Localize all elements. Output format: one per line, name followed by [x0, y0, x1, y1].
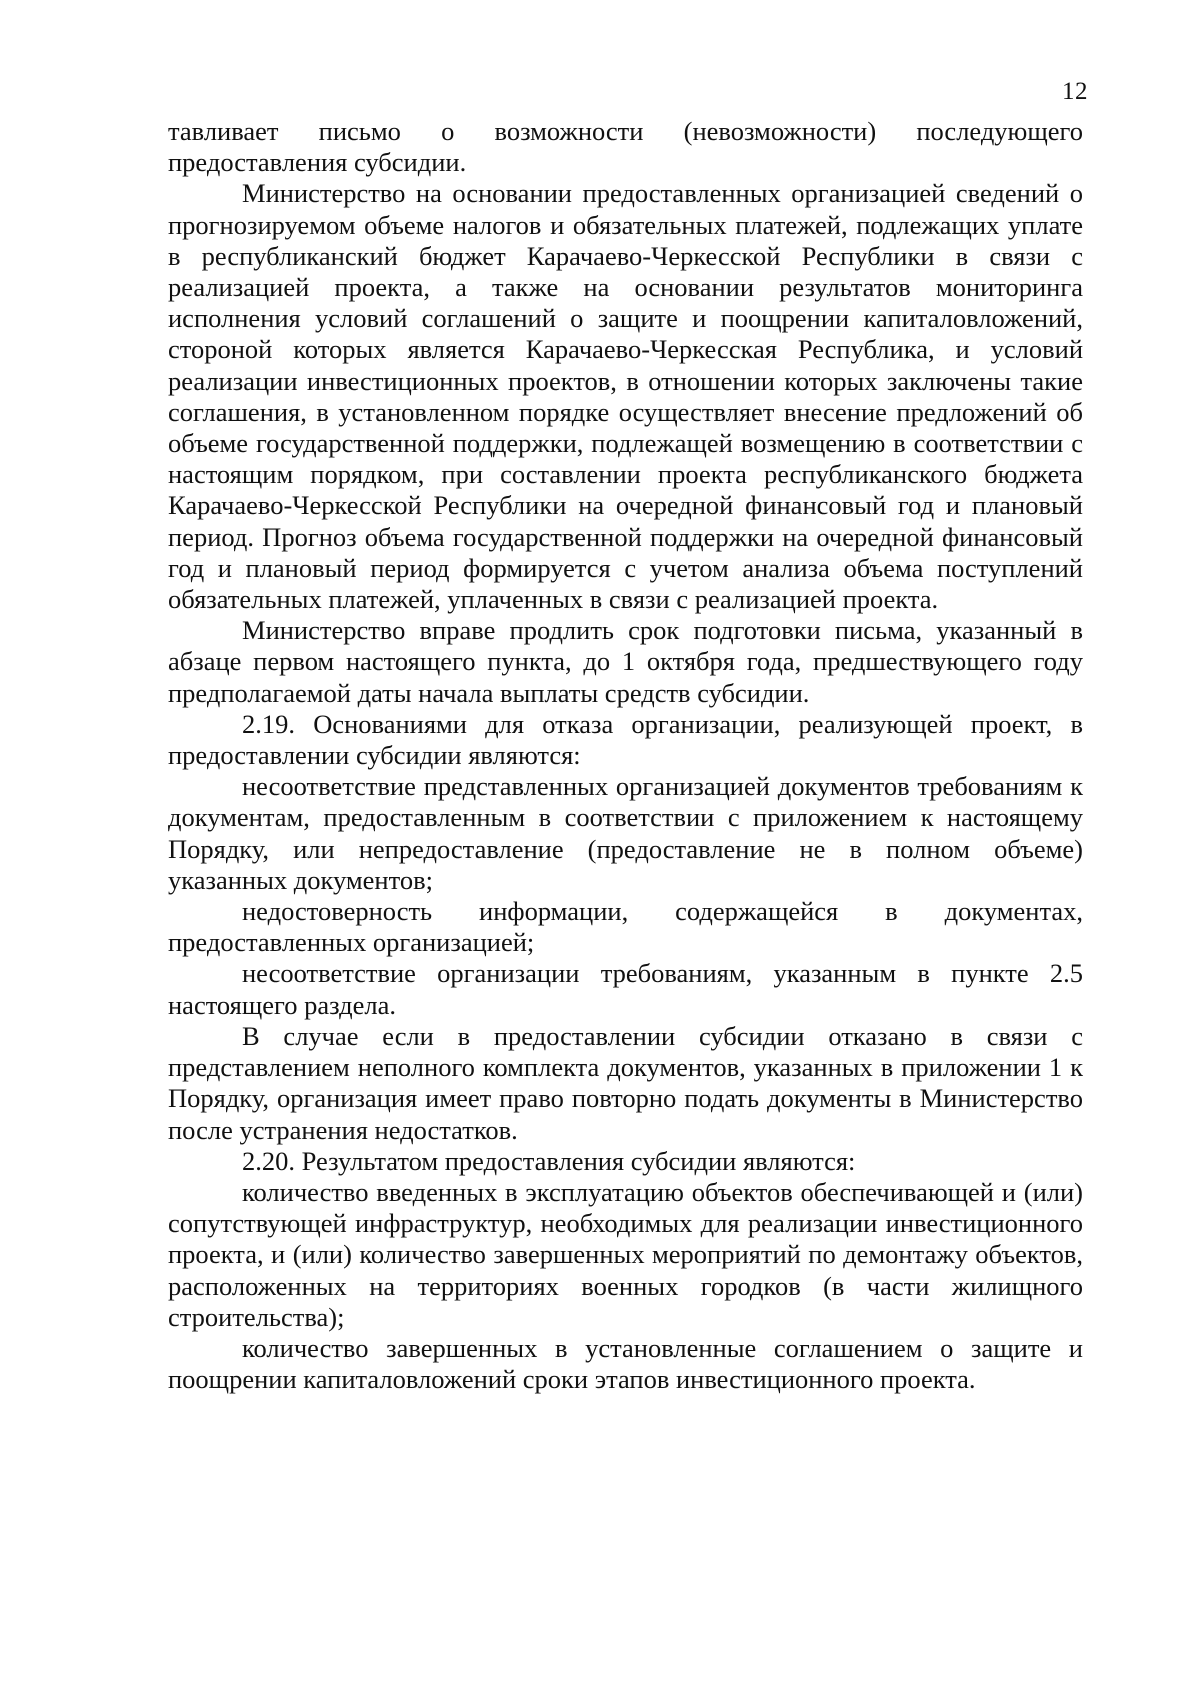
- paragraph-refusal-reason-1: несоответствие представленных организацией документов требованиям к документам, предоставленным в соответствии с приложением к настоящему Порядку, или непредоставление (предоставление не в полном объеме) указанных документов;: [168, 771, 1083, 895]
- paragraph-2-19: 2.19. Основаниями для отказа организации, реализующей проект, в предоставлении субсидии являются:: [168, 708, 1083, 771]
- page-number: 12: [1062, 78, 1088, 105]
- paragraph-ministry-forecast: Министерство на основании предоставленных организацией сведений о прогнозируемом объеме налогов и обязательных платежей, подлежащих уплате в республиканский бюджет Карачаево-Черкесской Республики в связи с реализацией проекта, а также на основании результатов мониторинга исполнения условий соглашений о защите и поощрении капиталовложений, стороной которых является Карачаево-Черкесская Республика, и условий реализации инвестиционных проектов, в отношении которых заключены такие соглашения, в установленном порядке осуществляет внесение предложений об объеме государственной поддержки, подлежащей возмещению в соответствии с настоящим порядком, при составлении проекта республиканского бюджета Карачаево-Черкесской Республики на очередной финансовый год и плановый период. Прогноз объема государственной поддержки на очередной финансовый год и плановый период формируется с учетом анализа объема поступлений обязательных платежей, уплаченных в связи с реализацией проекта.: [168, 178, 1083, 615]
- paragraph-refusal-reason-3: несоответствие организации требованиям, указанным в пункте 2.5 настоящего раздела.: [168, 958, 1083, 1020]
- paragraph-ministry-extension: Министерство вправе продлить срок подготовки письма, указанный в абзаце первом настоящего пункта, до 1 октября года, предшествующего году предполагаемой даты начала выплаты средств субсидии.: [168, 615, 1083, 708]
- paragraph-result-2: количество завершенных в установленные соглашением о защите и поощрении капиталовложений сроки этапов инвестиционного проекта.: [168, 1332, 1083, 1395]
- paragraph-2-20: 2.20. Результатом предоставления субсидии являются:: [242, 1145, 856, 1176]
- paragraph-resubmission: В случае если в предоставлении субсидии отказано в связи с представлением неполного комплекта документов, указанных в приложении 1 к Порядку, организация имеет право повторно подать документы в Министерство после устранения недостатков.: [168, 1020, 1083, 1145]
- paragraph-continuation: тавливает письмо о возможности (невозможности) последующего предоставления субсидии.: [168, 116, 1083, 178]
- paragraph-refusal-reason-2: недостоверность информации, содержащейся в документах, предоставленных организацией;: [168, 896, 1083, 958]
- paragraph-result-1: количество введенных в эксплуатацию объектов обеспечивающей и (или) сопутствующей инфраструктур, необходимых для реализации инвестиционного проекта, и (или) количество завершенных мероприятий по демонтажу объектов, расположенных на территориях военных городков (в части жилищного строительства);: [168, 1176, 1083, 1332]
- document-body: [168, 116, 1083, 1395]
